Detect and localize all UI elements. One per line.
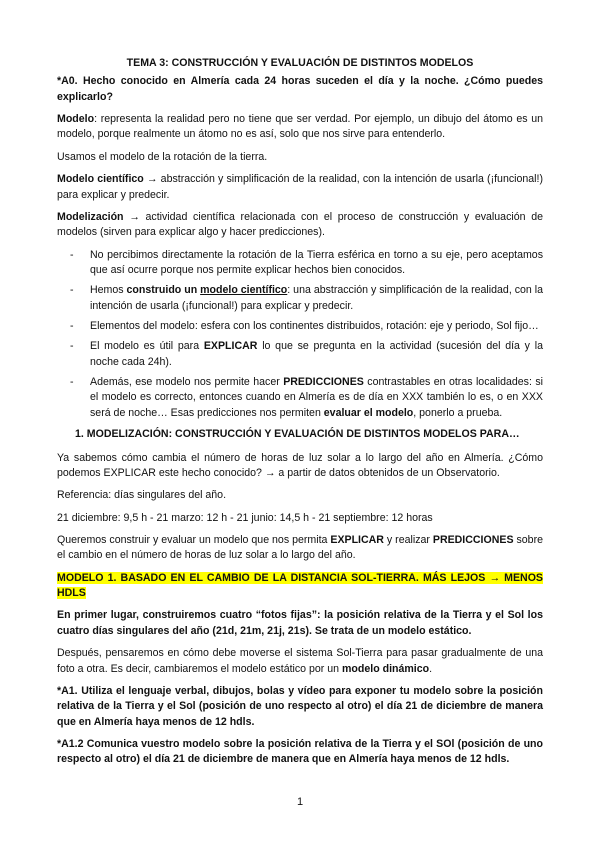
despues-text: Después, pensaremos en cómo debe moverse el sistema Sol-Tierra para pasar gradualmente de una foto a otra. Es decir, cambiaremos el modelo estático por un modelo dinámico. (57, 647, 543, 675)
list-item: - El modelo es útil para EXPLICAR lo que se pregunta en la actividad (sucesión del día y la noche cada 24h). (90, 339, 543, 370)
queremos-text: Queremos construir y evaluar un modelo que nos permita EXPLICAR y realizar PREDICCIONES sobre el cambio en el número de horas de luz solar a lo largo del año. (57, 533, 543, 562)
list-item: - Elementos del modelo: esfera con los continentes distribuidos, rotación: eje y periodo, Sol fijo… (90, 319, 543, 334)
modelizacion-definition: Modelización → actividad científica relacionada con el proceso de construcción y evaluación de modelos (sirven para explicar algo y hacer predicciones). (57, 210, 543, 239)
document-page (57, 56, 543, 775)
fechas-text: 21 diciembre: 9,5 h - 21 marzo: 12 h - 21 junio: 14,5 h - 21 septiembre: 12 horas (57, 511, 433, 524)
activity-a0: *A0. Hecho conocido en Almería cada 24 horas suceden el día y la noche. ¿Cómo puedes explicarlo? (57, 75, 543, 103)
ya-sabemos-text: Ya sabemos cómo cambia el número de horas de luz solar a lo largo del año en Almería. ¿Cómo podemos EXPLICAR este hecho conocido? → a partir de datos obtenidos de un Observatorio. (57, 451, 543, 479)
activity-a12: *A1.2 Comunica vuestro modelo sobre la posición relativa de la Tierra y el SOl (posición de uno respecto al otro) el día 21 de diciembre de manera que en Almería haya menos de 12 hdls. (57, 737, 543, 766)
modelo-definition: Modelo: representa la realidad pero no tiene que ser verdad. Por ejemplo, un dibujo del átomo es un modelo, porque realmente un átomo no es así, solo que nos sirve para entenderlo. (57, 113, 543, 141)
fotos-fijas-text: En primer lugar, construiremos cuatro “fotos fijas”: la posición relativa de la Tierra y el Sol los cuatro días singulares del año (21d, 21m, 21j, 21s). Se trata de un modelo estático. (57, 609, 543, 637)
page-title: TEMA 3: CONSTRUCCIÓN Y EVALUACIÓN DE DISTINTOS MODELOS (126, 57, 474, 69)
list-item: - No percibimos directamente la rotación de la Tierra esférica en torno a su eje, pero aceptamos que así ocurre porque nos permite explicar hechos bien conocidos. (90, 248, 543, 279)
modelo1-heading: MODELO 1. BASADO EN EL CAMBIO DE LA DISTANCIA SOL-TIERRA. MÁS LEJOS → MENOS HDLS (57, 571, 543, 600)
list-item: - Hemos construido un modelo científico: una abstracción y simplificación de la realidad, con la intención de usarla (¡funcional!) para explicar y predecir. (90, 283, 543, 314)
section-heading: 1. MODELIZACIÓN: CONSTRUCCIÓN Y EVALUACIÓN DE DISTINTOS MODELOS PARA… (75, 428, 520, 441)
referencia-text: Referencia: días singulares del año. (57, 489, 227, 502)
list-item: - Además, ese modelo nos permite hacer PREDICCIONES contrastables en otras localidades: si el modelo es correcto, entonces cuando en Almería es de día en XXX también lo es, o en XXX será de noche… Esas predicciones nos permiten evaluar el modelo, ponerlo a prueba. (90, 375, 543, 421)
usamos-text: Usamos el modelo de la rotación de la tierra. (57, 150, 268, 163)
modelo-cientifico-definition: Modelo científico → abstracción y simplificación de la realidad, con la intención de usarla (¡funcional!) para explicar y predecir. (57, 173, 543, 201)
page-number: 1 (296, 796, 304, 808)
bullet-list (57, 248, 543, 422)
activity-a1: *A1. Utiliza el lenguaje verbal, dibujos, bolas y vídeo para exponer tu modelo sobre la posición relativa de la Tierra y el Sol (posición de uno respecto al otro) el día 21 de diciembre de manera que en Almería haya menos de 12 hdls. (57, 684, 543, 728)
